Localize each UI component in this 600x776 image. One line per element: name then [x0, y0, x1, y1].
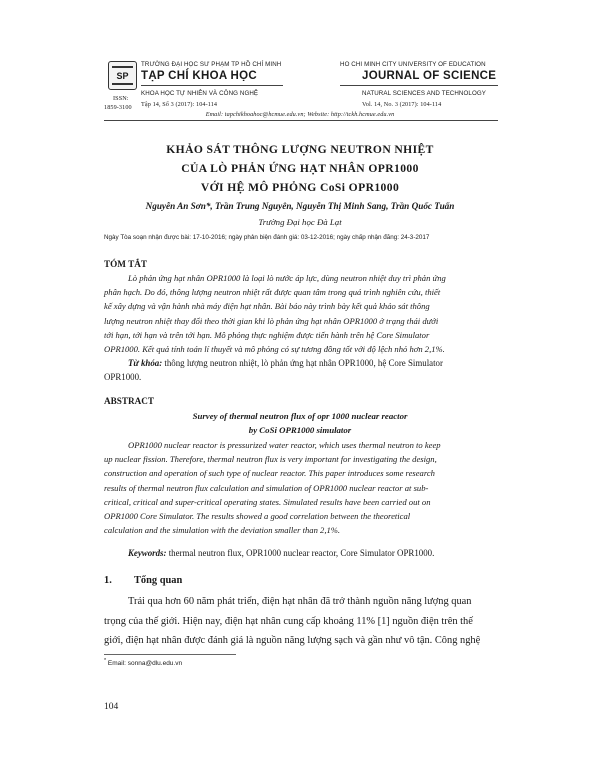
- tomtat-body: [104, 271, 498, 356]
- page-number: 104: [104, 702, 119, 712]
- body-line: giới, điện hạt nhân được đánh giá là nguồn năng lượng sạch và gần như vô tận. Công nghệ: [104, 635, 481, 646]
- university-vn: TRƯỜNG ĐẠI HỌC SƯ PHẠM TP HỒ CHÍ MINH: [141, 61, 282, 68]
- tomtat-line: kế xây dựng và vận hành nhà máy điện hạt nhân. Bài báo này trình bày kết quả khảo sát thông: [104, 301, 430, 312]
- article-title-line-3: VỚI HỆ MÔ PHỎNG CoSi OPR1000: [200, 181, 400, 194]
- journal-contact: Email: tapchikhoahoc@hcmue.edu.vn; Website: http://tckh.hcmue.edu.vn: [205, 111, 395, 118]
- abstract-line: results of thermal neutron flux calculation and simulation of OPR1000 nuclear reactor at sub-: [104, 482, 429, 493]
- tomtat-line: lượng neutron nhiệt thay đổi theo thời gian khi lò phản ứng hạt nhân OPR1000 ở trạng thái dưới: [104, 315, 439, 326]
- abstract-line: OPR1000 nuclear reactor is pressurized water reactor, which uses thermal neutron to keep: [128, 440, 441, 450]
- submission-dates: Ngày Tòa soạn nhận được bài: 17-10-2016; ngày phản biện đánh giá: 03-12-2016; ngày chấp nhận đăng: 24-3-2017: [104, 234, 430, 241]
- abstract-heading: ABSTRACT: [104, 396, 155, 406]
- volume-vn: Tập 14, Số 3 (2017): 104-114: [141, 101, 218, 108]
- authors: Nguyễn An Sơn*, Trần Trung Nguyên, Nguyễn Thị Minh Sang, Trần Quốc Tuấn: [145, 201, 455, 211]
- abstract-line: critical, critical and super-critical operating states. Simulated results have been carried out on: [104, 496, 431, 507]
- volume-en: Vol. 14, No. 3 (2017): 104-114: [362, 101, 442, 108]
- issn-number: 1859-3100: [104, 104, 132, 111]
- article-title-line-2: CỦA LÒ PHẢN ỨNG HẠT NHÂN OPR1000: [181, 162, 419, 175]
- keywords-vn: thông lượng neutron nhiệt, lò phản ứng hạt nhân OPR1000, hệ Core Simulator: [164, 358, 443, 368]
- header-bottom-rule: [104, 120, 498, 121]
- logo-text: SP: [116, 70, 129, 81]
- body-line: trọng của thế giới. Hiện nay, điện hạt nhân cung cấp khoảng 11% [1] nguồn điện trên thế: [104, 615, 473, 627]
- tomtat-keywords: [104, 356, 498, 384]
- header-rule-left: [141, 85, 283, 86]
- abstract-line: up nuclear fission. Therefore, thermal neutron flux is very important for investigating the design,: [104, 454, 437, 465]
- tomtat-line: Lò phản ứng hạt nhân OPR1000 là loại lò nước áp lực, dùng neutron nhiệt duy trì phản ứng: [128, 273, 446, 283]
- abstract-keywords: [128, 546, 498, 560]
- abstract-line: calculation and the simulation with the deviation smaller than 2,1%.: [104, 525, 341, 536]
- abstract-line: OPR1000 Core Simulator. The results showed a good correlation between the theoretical: [104, 511, 411, 522]
- abstract-line: construction and operation of such type of nuclear reactor. This paper introduces some research: [104, 468, 435, 479]
- footnote-marker: *: [104, 658, 107, 664]
- section-1-number: 1.: [104, 575, 112, 586]
- section-1-body: [104, 592, 498, 651]
- keywords-label-vn: Từ khóa:: [128, 358, 163, 368]
- body-line: Trải qua hơn 60 năm phát triển, điện hạt nhân đã trở thành nguồn năng lượng quan: [128, 596, 472, 607]
- journal-vn: TẠP CHÍ KHOA HỌC: [141, 70, 257, 82]
- abstract-title-line-1: Survey of thermal neutron flux of opr 1000 nuclear reactor: [192, 411, 408, 421]
- footnote-rule: [104, 654, 236, 655]
- section-1-title: Tổng quan: [134, 575, 183, 586]
- article-title-line-1: KHẢO SÁT THÔNG LƯỢNG NEUTRON NHIỆT: [166, 143, 434, 156]
- keywords-vn-cont: OPR1000.: [104, 372, 142, 383]
- abstract-title-line-2: by CoSi OPR1000 simulator: [248, 425, 352, 435]
- university-en: HO CHI MINH CITY UNIVERSITY OF EDUCATION: [340, 61, 486, 68]
- section-vn: KHOA HỌC TỰ NHIÊN VÀ CÔNG NGHỆ: [141, 90, 259, 97]
- keywords-label-en: Keywords:: [128, 548, 167, 558]
- footnote-email: Email: sonna@dlu.edu.vn: [107, 660, 183, 668]
- header-rule-right: [340, 85, 498, 86]
- journal-logo: [108, 61, 137, 90]
- journal-en: JOURNAL OF SCIENCE: [362, 70, 497, 82]
- section-en: NATURAL SCIENCES AND TECHNOLOGY: [362, 90, 487, 97]
- affiliation: Trường Đại học Đà Lạt: [258, 217, 342, 227]
- tomtat-line: OPR1000. Kết quả tính toán lí thuyết và mô phỏng có sự tương đồng tốt với độ lệch nhỏ hơn 2,1%.: [104, 344, 445, 355]
- tomtat-heading: TÓM TẮT: [104, 259, 147, 269]
- footnote: [104, 658, 182, 667]
- keywords-en: thermal neutron flux, OPR1000 nuclear reactor, Core Simulator OPR1000.: [168, 548, 435, 558]
- abstract-body: [104, 438, 498, 537]
- tomtat-line: tới hạn, tới hạn và trên tới hạn. Mô phỏng thực nghiệm được tiến hành trên hệ Core Simulator: [104, 329, 430, 340]
- tomtat-line: phân hạch. Do đó, thông lượng neutron nhiệt rất được quan tâm trong quá trình nghiên cứu, thiết: [104, 287, 441, 298]
- issn-label: ISSN:: [113, 95, 129, 102]
